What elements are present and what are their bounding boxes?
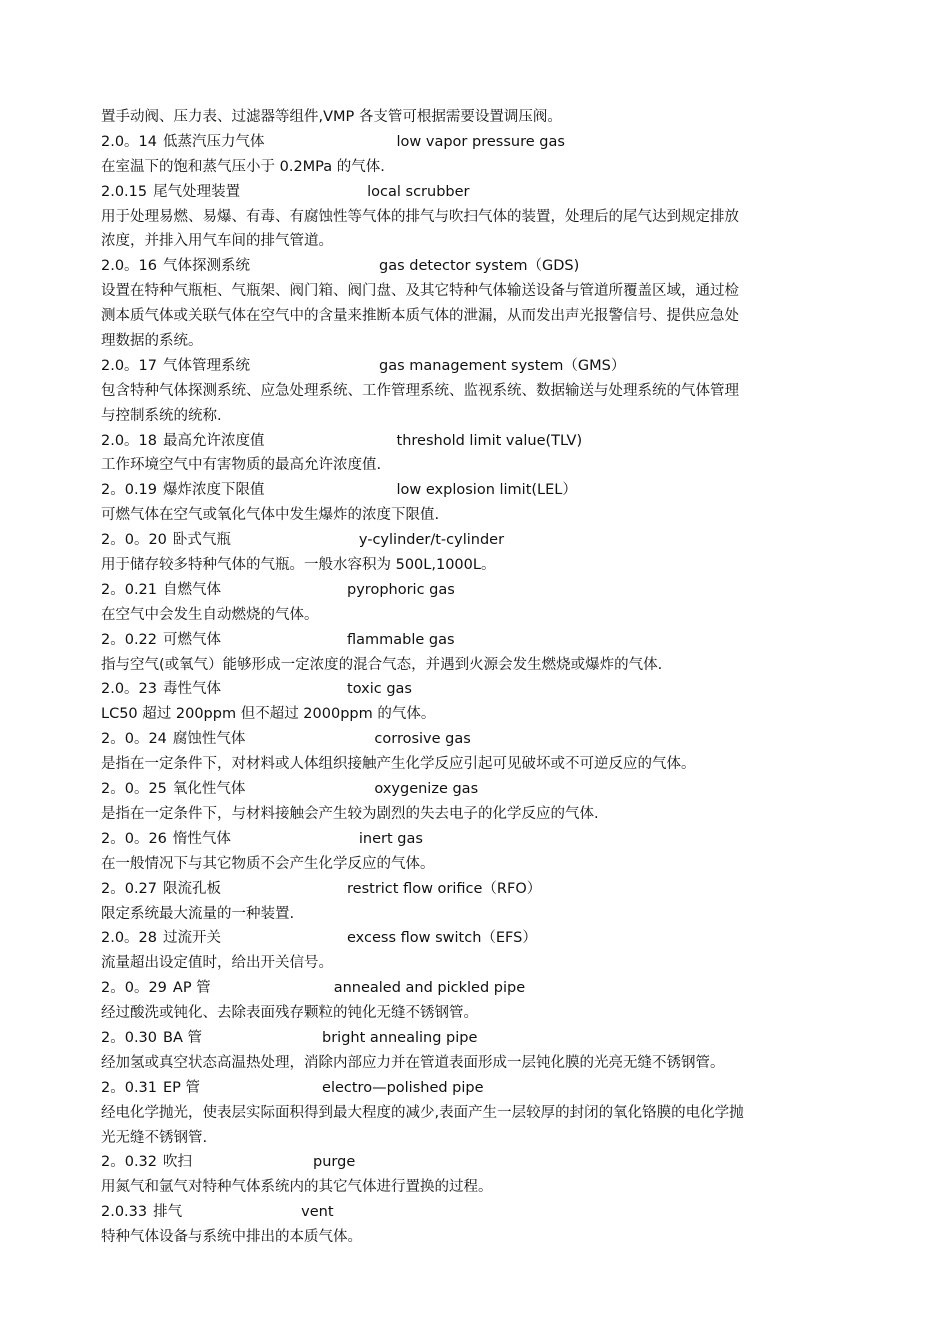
term-chinese: 过流开关	[163, 930, 222, 947]
term-chinese: 卧式气瓶	[172, 532, 231, 549]
term-english: purge	[313, 1154, 356, 1171]
term-chinese: 可燃气体	[163, 631, 222, 648]
term-heading	[101, 478, 861, 503]
term-english: threshold limit value(TLV)	[396, 432, 583, 449]
term-number: 2。0。24	[101, 731, 167, 748]
term-chinese: EP 管	[163, 1079, 201, 1096]
term-chinese: 排气	[153, 1204, 183, 1221]
term-heading	[101, 180, 861, 205]
term-heading	[101, 1200, 861, 1225]
term-heading	[101, 429, 861, 454]
term-chinese: AP 管	[172, 980, 211, 997]
term-number: 2.0。28	[101, 930, 158, 947]
term-english: gas management system（GMS）	[379, 357, 626, 374]
term-heading	[101, 628, 861, 653]
term-chinese: 吹扫	[163, 1154, 193, 1171]
term-number: 2.0.33	[101, 1204, 148, 1221]
definition-line: 特种气体设备与系统中排出的本质气体。	[101, 1229, 362, 1246]
term-english: low vapor pressure gas	[396, 133, 565, 150]
definition-line: 用于储存较多特种气体的气瓶。一般水容积为 500L,1000L。	[101, 557, 496, 574]
definition-line: 设置在特种气瓶柜、气瓶架、阀门箱、阀门盘、及其它特种气体输送设备与管道所覆盖区域，通过检	[101, 283, 739, 300]
definition-line: 在室温下的饱和蒸气压小于 0.2MPa 的气体.	[101, 158, 385, 175]
definition-line: 限定系统最大流量的一种装置.	[101, 905, 295, 922]
term-number: 2.0。18	[101, 432, 158, 449]
term-english: low explosion limit(LEL）	[396, 482, 577, 499]
term-english: gas detector system（GDS)	[379, 258, 580, 275]
definition-line: 指与空气(或氧气）能够形成一定浓度的混合气态，并遇到火源会发生燃烧或爆炸的气体.	[101, 656, 663, 673]
term-english: corrosive gas	[374, 731, 471, 748]
definition-line: 工作环境空气中有害物质的最高允许浓度值.	[101, 457, 382, 474]
definition-line: 经加氢或真空状态高温热处理，消除内部应力并在管道表面形成一层钝化膜的光亮无缝不锈钢管。	[101, 1054, 725, 1071]
term-chinese: 低蒸汽压力气体	[163, 133, 265, 150]
term-english: oxygenize gas	[374, 781, 479, 798]
definition-line: 流量超出设定值时，给出开关信号。	[101, 955, 333, 972]
term-english: electro—polished pipe	[322, 1079, 484, 1096]
term-chinese: 爆炸浓度下限值	[163, 482, 265, 499]
term-heading	[101, 677, 861, 702]
term-number: 2。0.22	[101, 631, 158, 648]
definition-line: 经电化学抛光，使表层实际面积得到最大程度的减少,表面产生一层较厚的封闭的氧化铬膜的电化学抛	[101, 1104, 744, 1121]
definition-line: 在空气中会发生自动燃烧的气体。	[101, 606, 319, 623]
term-number: 2。0。25	[101, 781, 167, 798]
term-chinese: 腐蚀性气体	[172, 731, 246, 748]
term-number: 2。0.31	[101, 1079, 158, 1096]
term-heading	[101, 777, 861, 802]
definition-line: 是指在一定条件下，对材料或人体组织接触产生化学反应引起可见破坏或不可逆反应的气体。	[101, 756, 696, 773]
term-heading	[101, 130, 861, 155]
term-english: toxic gas	[347, 681, 412, 698]
term-number: 2。0。26	[101, 830, 167, 847]
term-number: 2.0。16	[101, 258, 158, 275]
term-english: pyrophoric gas	[347, 581, 455, 598]
term-english: flammable gas	[347, 631, 455, 648]
term-heading	[101, 976, 861, 1001]
term-number: 2.0.15	[101, 183, 148, 200]
definition-line: LC50 超过 200ppm 但不超过 2000ppm 的气体。	[101, 706, 436, 723]
term-heading	[101, 877, 861, 902]
term-number: 2。0.27	[101, 880, 158, 897]
term-chinese: 气体管理系统	[163, 357, 251, 374]
document-body	[101, 105, 861, 1250]
term-heading	[101, 727, 861, 752]
term-english: bright annealing pipe	[322, 1029, 478, 1046]
term-heading	[101, 528, 861, 553]
term-number: 2.0。14	[101, 133, 158, 150]
term-english: local scrubber	[367, 183, 470, 200]
definition-line: 置手动阀、压力表、过滤器等组件,VMP 各支管可根据需要设置调压阀。	[101, 109, 562, 125]
term-chinese: 惰性气体	[172, 830, 231, 847]
term-chinese: 限流孔板	[163, 880, 222, 897]
term-english: restrict flow orifice（RFO）	[347, 880, 542, 897]
definition-line: 经过酸洗或钝化、去除表面残存颗粒的钝化无缝不锈钢管。	[101, 1005, 478, 1022]
definition-line: 用氮气和氩气对特种气体系统内的其它气体进行置换的过程。	[101, 1179, 493, 1196]
term-heading	[101, 827, 861, 852]
definition-line: 理数据的系统。	[101, 333, 203, 350]
term-number: 2。0.32	[101, 1154, 158, 1171]
term-chinese: BA 管	[163, 1029, 202, 1046]
definition-line: 包含特种气体探测系统、应急处理系统、工作管理系统、监视系统、数据输送与处理系统的气体管理	[101, 382, 739, 399]
definition-line: 浓度，并排入用气车间的排气管道。	[101, 233, 333, 250]
term-number: 2。0.30	[101, 1029, 158, 1046]
term-chinese: 尾气处理装置	[153, 183, 241, 200]
definition-line: 在一般情况下与其它物质不会产生化学反应的气体。	[101, 855, 435, 872]
definition-line: 测本质气体或关联气体在空气中的含量来推断本质气体的泄漏，从而发出声光报警信号、提供应急处	[101, 308, 739, 325]
term-chinese: 氧化性气体	[172, 781, 246, 798]
term-english: excess flow switch（EFS）	[347, 930, 537, 947]
term-number: 2。0。20	[101, 532, 167, 549]
term-number: 2。0。29	[101, 980, 167, 997]
definition-line: 用于处理易燃、易爆、有毒、有腐蚀性等气体的排气与吹扫气体的装置，处理后的尾气达到规定排放	[101, 208, 739, 225]
term-chinese: 最高允许浓度值	[163, 432, 265, 449]
term-number: 2。0.21	[101, 581, 158, 598]
term-heading	[101, 1026, 861, 1051]
definition-line: 是指在一定条件下，与材料接触会产生较为剧烈的失去电子的化学反应的气体.	[101, 805, 599, 822]
term-heading	[101, 254, 861, 279]
term-number: 2.0。23	[101, 681, 158, 698]
definition-line: 与控制系统的统称.	[101, 407, 222, 424]
term-english: annealed and pickled pipe	[333, 980, 526, 997]
term-heading	[101, 1076, 861, 1101]
term-english: vent	[301, 1204, 334, 1221]
term-english: y-cylinder/t-cylinder	[358, 532, 505, 549]
term-heading	[101, 354, 861, 379]
term-number: 2.0。17	[101, 357, 158, 374]
term-chinese: 气体探测系统	[163, 258, 251, 275]
term-heading	[101, 578, 861, 603]
term-heading	[101, 1150, 861, 1175]
term-english: inert gas	[358, 830, 423, 847]
term-chinese: 毒性气体	[163, 681, 222, 698]
term-heading	[101, 926, 861, 951]
term-chinese: 自燃气体	[163, 581, 222, 598]
definition-line: 光无缝不锈钢管.	[101, 1129, 208, 1146]
definition-line: 可燃气体在空气或氧化气体中发生爆炸的浓度下限值.	[101, 507, 440, 524]
term-number: 2。0.19	[101, 482, 158, 499]
